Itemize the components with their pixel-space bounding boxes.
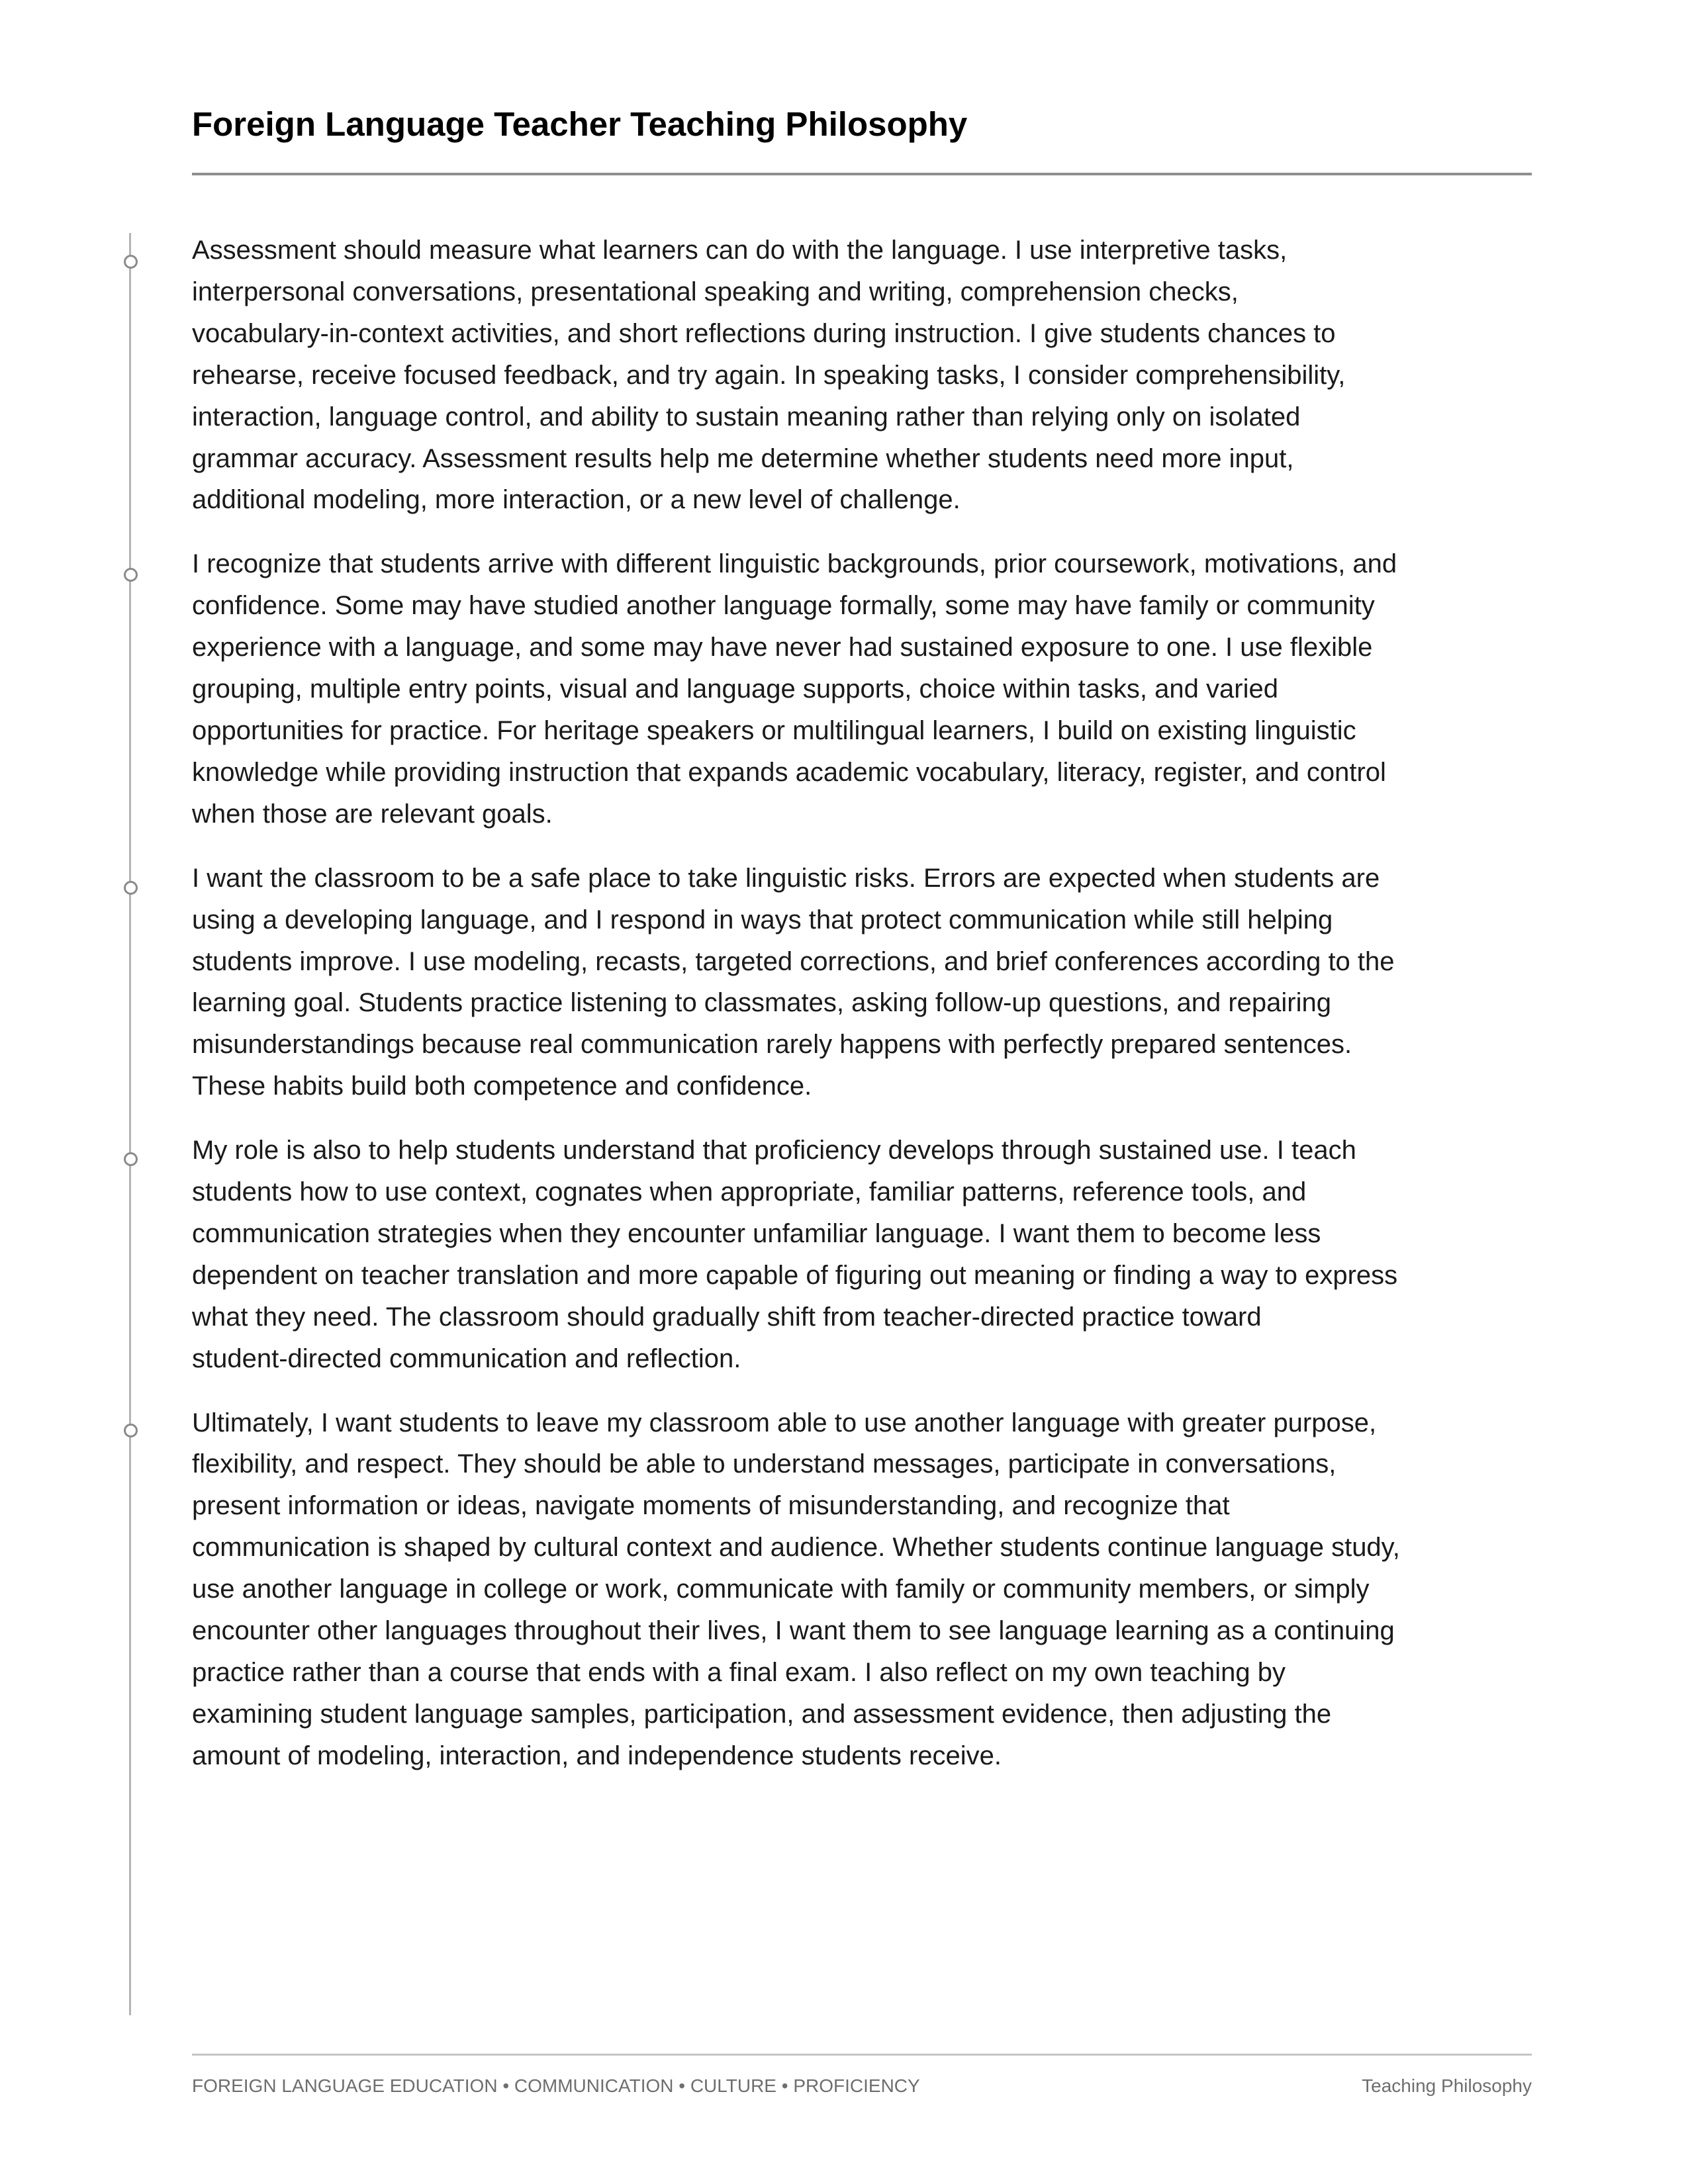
timeline-marker-3 bbox=[124, 881, 138, 895]
timeline-marker-5 bbox=[124, 1424, 138, 1437]
footer-document-label: Teaching Philosophy bbox=[1362, 2075, 1532, 2096]
paragraph-line: when those are relevant goals. bbox=[192, 799, 553, 829]
page-title: Foreign Language Teacher Teaching Philosophy bbox=[192, 105, 968, 143]
paragraph-line: practice rather than a course that ends with a final exam. I also reflect on my own teaching by bbox=[192, 1658, 1286, 1687]
paragraph-line: grouping, multiple entry points, visual and language supports, choice within tasks, and varied bbox=[192, 674, 1278, 704]
paragraph-line: grammar accuracy. Assessment results help me determine whether students need more input, bbox=[192, 443, 1294, 473]
paragraph-line: additional modeling, more interaction, or a new level of challenge. bbox=[192, 485, 961, 515]
paragraph-line: examining student language samples, participation, and assessment evidence, then adjusting the bbox=[192, 1699, 1332, 1729]
timeline-marker-4 bbox=[124, 1152, 138, 1166]
timeline-marker-2 bbox=[124, 568, 138, 582]
paragraph-line: rehearse, receive focused feedback, and try again. In speaking tasks, I consider comprehensibility, bbox=[192, 360, 1346, 390]
paragraph-diverse-learners bbox=[192, 543, 1542, 835]
paragraph-line: opportunities for practice. For heritage speakers or multilingual learners, I build on existing linguistic bbox=[192, 715, 1356, 745]
paragraph-line: vocabulary-in-context activities, and short reflections during instruction. I give students chances to bbox=[192, 318, 1336, 348]
paragraph-line: I want the classroom to be a safe place to take linguistic risks. Errors are expected when students are bbox=[192, 863, 1380, 893]
paragraph-line: I recognize that students arrive with different linguistic backgrounds, prior coursework, motivations, and bbox=[192, 549, 1397, 579]
paragraph-line: knowledge while providing instruction that expands academic vocabulary, literacy, register, and control bbox=[192, 757, 1386, 787]
paragraph-line: interpersonal conversations, presentational speaking and writing, comprehension checks, bbox=[192, 277, 1239, 306]
paragraph-line: interaction, language control, and ability to sustain meaning rather than relying only on isolated bbox=[192, 402, 1301, 432]
paragraph-line: present information or ideas, navigate moments of misunderstanding, and recognize that bbox=[192, 1491, 1230, 1521]
footer-tagline: FOREIGN LANGUAGE EDUCATION • COMMUNICATION • CULTURE • PROFICIENCY bbox=[192, 2075, 920, 2096]
paragraph-line: students how to use context, cognates when appropriate, familiar patterns, reference tools, and bbox=[192, 1177, 1307, 1207]
paragraph-line: flexibility, and respect. They should be able to understand messages, participate in conversations, bbox=[192, 1449, 1336, 1479]
timeline-line bbox=[129, 233, 131, 2015]
paragraph-line: dependent on teacher translation and more capable of figuring out meaning or finding a way to express bbox=[192, 1260, 1398, 1290]
paragraph-line: misunderstandings because real communication rarely happens with perfectly prepared sentences. bbox=[192, 1030, 1352, 1060]
paragraph-line: communication strategies when they encounter unfamiliar language. I want them to become less bbox=[192, 1218, 1321, 1248]
paragraph-assessment bbox=[192, 230, 1542, 521]
paragraph-line: experience with a language, and some may have never had sustained exposure to one. I use flexible bbox=[192, 633, 1373, 662]
footer-divider bbox=[192, 2054, 1532, 2056]
body-content bbox=[192, 230, 1542, 1799]
paragraph-line: communication is shaped by cultural context and audience. Whether students continue language study, bbox=[192, 1533, 1400, 1563]
paragraph-line: using a developing language, and I respond in ways that protect communication while still helping bbox=[192, 905, 1333, 934]
paragraph-classroom-risks bbox=[192, 858, 1542, 1107]
paragraph-line: amount of modeling, interaction, and independence students receive. bbox=[192, 1741, 1002, 1770]
paragraph-ultimate-goal bbox=[192, 1402, 1542, 1777]
paragraph-line: learning goal. Students practice listening to classmates, asking follow-up questions, and repairing bbox=[192, 988, 1331, 1018]
paragraph-line: what they need. The classroom should gradually shift from teacher-directed practice toward bbox=[192, 1302, 1262, 1332]
paragraph-line: encounter other languages throughout their lives, I want them to see language learning as a continuing bbox=[192, 1616, 1395, 1646]
paragraph-line: These habits build both competence and confidence. bbox=[192, 1071, 812, 1101]
title-divider bbox=[192, 173, 1532, 175]
paragraph-teacher-role bbox=[192, 1130, 1542, 1379]
timeline-marker-1 bbox=[124, 255, 138, 269]
paragraph-line: My role is also to help students understand that proficiency develops through sustained use. I teach bbox=[192, 1136, 1356, 1165]
paragraph-line: Ultimately, I want students to leave my classroom able to use another language with greater purpose, bbox=[192, 1408, 1377, 1437]
paragraph-line: confidence. Some may have studied another language formally, some may have family or community bbox=[192, 591, 1375, 621]
paragraph-line: Assessment should measure what learners can do with the language. I use interpretive tasks, bbox=[192, 236, 1288, 265]
paragraph-line: use another language in college or work, communicate with family or community members, or simply bbox=[192, 1574, 1370, 1604]
paragraph-line: students improve. I use modeling, recasts, targeted corrections, and brief conferences according to the bbox=[192, 946, 1395, 976]
paragraph-line: student-directed communication and reflection. bbox=[192, 1343, 741, 1373]
